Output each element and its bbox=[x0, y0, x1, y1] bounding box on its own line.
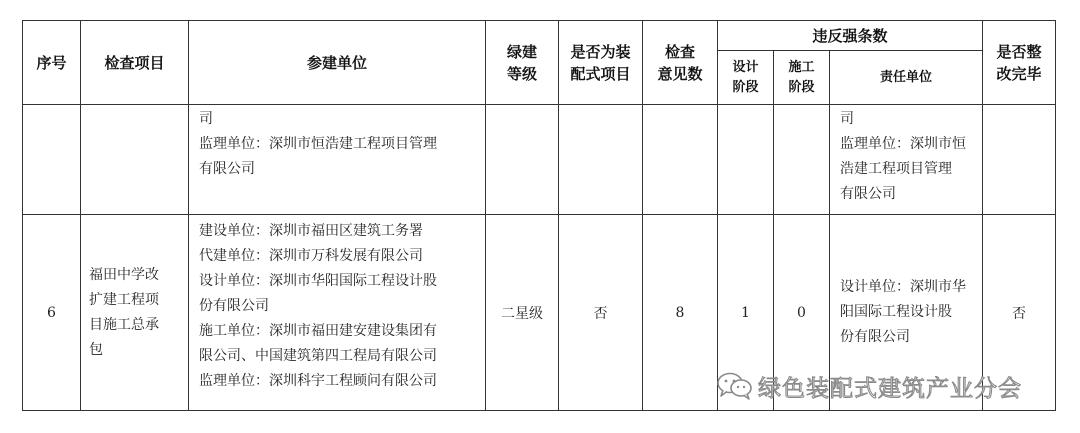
watermark-text: 绿色装配式建筑产业分会 bbox=[758, 375, 1022, 402]
cell-responsible: 司 监理单位：深圳市恒 浩建工程项目管理 有限公司 bbox=[830, 105, 983, 215]
cell-opinions bbox=[643, 105, 718, 215]
cell-rectified: 否 bbox=[983, 215, 1056, 411]
cell-prefab: 否 bbox=[559, 215, 643, 411]
header-construction-stage: 施工 阶段 bbox=[774, 51, 830, 105]
cell-design bbox=[718, 105, 774, 215]
header-seq: 序号 bbox=[23, 21, 81, 105]
cell-green-level: 二星级 bbox=[486, 215, 559, 411]
wechat-icon bbox=[716, 371, 754, 401]
cell-opinions: 8 bbox=[643, 215, 718, 411]
cell-seq bbox=[23, 105, 81, 215]
cell-design: 1 bbox=[718, 215, 774, 411]
watermark bbox=[716, 366, 1022, 406]
header-design-stage: 设计 阶段 bbox=[718, 51, 774, 105]
header-prefab: 是否为装 配式项目 bbox=[559, 21, 643, 105]
cell-units: 建设单位：深圳市福田区建筑工务署 代建单位：深圳市万科发展有限公司 设计单位：深圳市华阳国际工程设计股 份有限公司 施工单位：深圳市福田建安建设集团有 限公司、中国建筑第四工程局有限公司 监理单位：深圳科宇工程顾问有限公司 bbox=[189, 215, 486, 411]
header-green-level: 绿建 等级 bbox=[486, 21, 559, 105]
table-row bbox=[23, 105, 1056, 215]
cell-responsible: 设计单位：深圳市华 阳国际工程设计股 份有限公司 bbox=[830, 215, 983, 411]
cell-prefab bbox=[559, 105, 643, 215]
cell-rectified bbox=[983, 105, 1056, 215]
cell-item bbox=[81, 105, 189, 215]
header-units: 参建单位 bbox=[189, 21, 486, 105]
header-violations: 违反强条数 bbox=[718, 21, 983, 51]
cell-seq: 6 bbox=[23, 215, 81, 411]
cell-green-level bbox=[486, 105, 559, 215]
cell-item: 福田中学改 扩建工程项 目施工总承 包 bbox=[81, 215, 189, 411]
header-item: 检查项目 bbox=[81, 21, 189, 105]
cell-construction: 0 bbox=[774, 215, 830, 411]
header-rectified: 是否整 改完毕 bbox=[983, 21, 1056, 105]
header-responsible-unit: 责任单位 bbox=[830, 51, 983, 105]
inspection-table bbox=[22, 20, 1056, 411]
header-opinions: 检查 意见数 bbox=[643, 21, 718, 105]
cell-construction bbox=[774, 105, 830, 215]
cell-units: 司 监理单位：深圳市恒浩建工程项目管理 有限公司 bbox=[189, 105, 486, 215]
